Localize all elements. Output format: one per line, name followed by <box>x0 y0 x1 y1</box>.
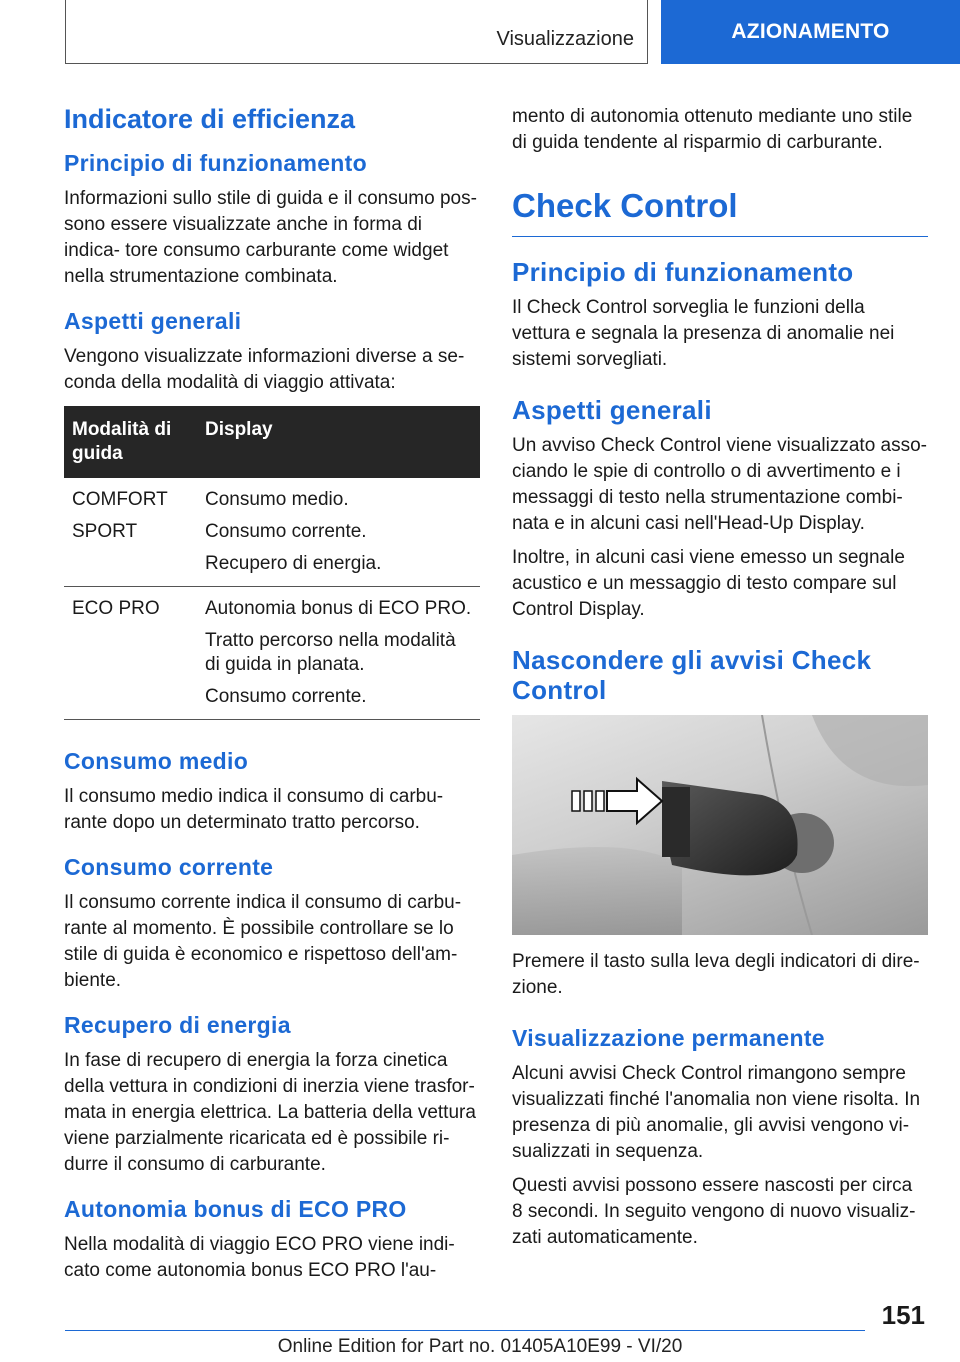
display-item: Recupero di energia. <box>205 553 382 574</box>
section-title-efficiency: Indicatore di efficienza <box>64 104 356 134</box>
mode-label: SPORT <box>72 521 138 542</box>
lever-drawing <box>512 715 928 935</box>
text-autonomia: Nella modalità di viaggio ECO PRO viene indi- cato come autonomia bonus ECO PRO l'au- <box>64 1234 455 1281</box>
table-row <box>64 587 480 720</box>
heading-autonomia: Autonomia bonus di ECO PRO <box>64 1196 407 1222</box>
text-figure-caption: Premere il tasto sulla leva degli indicatori di dire- zione. <box>512 951 920 998</box>
footer-divider <box>65 1330 865 1331</box>
text-aspetti: Vengono visualizzate informazioni diverse a se- conda della modalità di viaggio attivata: <box>64 346 465 393</box>
display-item: Consumo medio. <box>205 489 349 510</box>
text-permanente-1: Alcuni avvisi Check Control rimangono sempre visualizzati finché l'anomalia non viene risolta. In presenza di più anomalie, gli avvisi vengono vi- sualizzati in sequenza. <box>512 1063 921 1162</box>
turn-signal-lever-illustration <box>512 715 928 935</box>
display-item: Tratto percorso nella modalità di guida in planata. <box>205 630 456 675</box>
display-item: Consumo corrente. <box>205 686 367 707</box>
text-consumo-corrente: Il consumo corrente indica il consumo di carbu- rante al momento. È possibile controllare se lo stile di guida è economico e rispettoso dell'am- biente. <box>64 892 462 991</box>
table-header-display: Display <box>197 406 480 478</box>
text-consumo-medio: Il consumo medio indica il consumo di carbu- rante dopo un determinato tratto percorso. <box>64 786 444 833</box>
heading-aspetti-cc: Aspetti generali <box>512 395 712 425</box>
mode-label: ECO PRO <box>72 598 160 619</box>
heading-consumo-medio: Consumo medio <box>64 748 249 774</box>
right-column <box>512 104 928 1251</box>
mode-label: COMFORT <box>72 489 168 510</box>
display-item: Autonomia bonus di ECO PRO. <box>205 598 472 619</box>
display-item: Consumo corrente. <box>205 521 367 542</box>
heading-principio-cc: Principio di funzionamento <box>512 257 854 287</box>
heading-recupero: Recupero di energia <box>64 1012 291 1038</box>
text-recupero: In fase di recupero di energia la forza cinetica della vettura in condizioni di inerzia viene trasfor- mata in energia elettrica. La batteria della vettura viene parzialmente ricaricata ed è possibile ri- durre il consumo di carburante. <box>64 1050 476 1175</box>
text-principio: Informazioni sullo stile di guida e il consumo pos- sono essere visualizzate anche in forma di indica- tore consumo carburante come widget nella strumentazione combinata. <box>64 188 477 287</box>
heading-consumo-corrente: Consumo corrente <box>64 854 274 880</box>
text-continuation: mento di autonomia ottenuto mediante uno stile di guida tendente al risparmio di carburante. <box>512 106 913 153</box>
header-chapter-tab: AZIONAMENTO <box>661 0 960 64</box>
section-title-check-control: Check Control <box>512 182 928 237</box>
footer-edition: Online Edition for Part no. 01405A10E99 - VI/20 <box>277 1336 683 1357</box>
left-column <box>64 90 480 1284</box>
header-section-title: Visualizzazione <box>496 28 634 50</box>
heading-nascondere: Nascondere gli avvisi Check Control <box>512 645 872 705</box>
text-aspetti-cc-2: Inoltre, in alcuni casi viene emesso un segnale acustico e un messaggio di testo compare sul Control Display. <box>512 547 905 620</box>
heading-permanente: Visualizzazione permanente <box>512 1025 825 1051</box>
text-principio-cc: Il Check Control sorveglia le funzioni della vettura e segnala la presenza di anomalie nei sistemi sorvegliati. <box>512 297 895 370</box>
table-header-mode: Modalità di guida <box>64 406 197 478</box>
heading-aspetti: Aspetti generali <box>64 308 242 334</box>
page-number: 151 <box>881 1300 925 1330</box>
mode-display-table <box>64 406 480 720</box>
text-aspetti-cc-1: Un avviso Check Control viene visualizzato asso- ciando le spie di controllo o di avvertimento e i messaggi di testo nella strumentazione combi- nata e in alcuni casi nell'Head-Up Display. <box>512 435 928 534</box>
table-row <box>64 478 480 587</box>
heading-principio: Principio di funzionamento <box>64 150 367 176</box>
text-permanente-2: Questi avvisi possono essere nascosti per circa 8 secondi. In seguito vengono di nuovo visualiz- zati automaticamente. <box>512 1175 916 1248</box>
